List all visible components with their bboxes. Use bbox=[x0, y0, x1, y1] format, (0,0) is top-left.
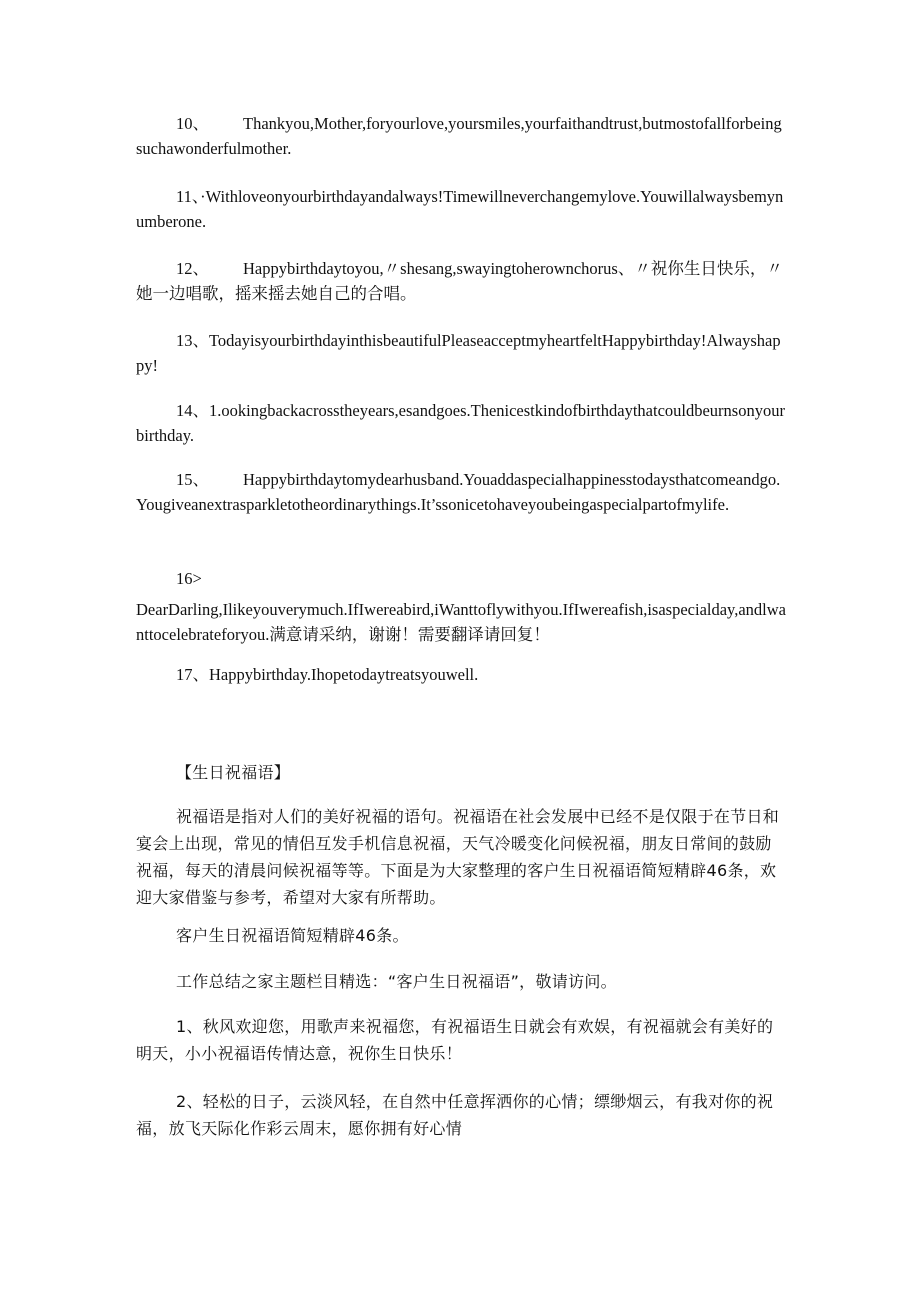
english-item-15 bbox=[136, 467, 786, 517]
item-number: 11、 bbox=[176, 187, 201, 206]
english-item-14 bbox=[136, 398, 786, 448]
english-item-13 bbox=[136, 328, 786, 378]
subtitle: 客户生日祝福语简短精辟46条。 bbox=[176, 926, 409, 945]
chinese-item-2: 2、轻松的日子，云淡风轻，在自然中任意挥洒你的心情；缥缈烟云，有我对你的祝福，放飞天际化作彩云周末，愿你拥有好心情 bbox=[136, 1092, 774, 1138]
item-text: Thankyou,Mother,foryourlove,yoursmiles,yourfaithandtrust,butmostofallforbeingsuchawonderfulmother. bbox=[136, 114, 782, 158]
section-title: 【生日祝福语】 bbox=[176, 763, 291, 782]
item-text: ·Withloveonyourbirthdayandalways!Timewillneverchangemylove.Youwillalwaysbemynumberone. bbox=[136, 187, 784, 231]
item-number: 14、 bbox=[176, 401, 209, 420]
item-text: TodayisyourbirthdayinthisbeautifulPleaseacceptmyheartfeltHappybirthday!Alwayshappy! bbox=[136, 331, 781, 375]
item-number: 13、 bbox=[176, 331, 209, 350]
english-item-11 bbox=[136, 184, 786, 234]
item-number: 10、 bbox=[176, 114, 209, 133]
recommend-line: 工作总结之家主题栏目精选：“客户生日祝福语”，敬请访问。 bbox=[176, 972, 617, 991]
item-number: 17、 bbox=[176, 665, 209, 684]
item-text: DearDarling,Ilikeyouverymuch.IfIwereabird,iWanttoflywithyou.IfIwereafish,isaspecialday,andlwanttocelebrateforyou.满意请采纳，谢谢！需要翻译请回复！ bbox=[136, 600, 787, 644]
english-item-12 bbox=[136, 256, 786, 306]
item-text: Happybirthdaytomydearhusband.Youaddaspecialhappinesstodaysthatcomeandgo.Yougiveanextrasparkletotheordinarythings.It’ssonicetohaveyoubeingaspecialpartofmylife. bbox=[136, 470, 781, 514]
english-item-10 bbox=[136, 111, 786, 161]
chinese-item-1: 1、秋风欢迎您，用歌声来祝福您，有祝福语生日就会有欢娱，有祝福就会有美好的明天，小小祝福语传情达意，祝你生日快乐！ bbox=[136, 1017, 774, 1063]
intro-paragraph: 祝福语是指对人们的美好祝福的语句。祝福语在社会发展中已经不是仅限于在节日和宴会上出现，常见的情侣互发手机信息祝福，天气冷暖变化问候祝福，朋友日常间的鼓励祝福，每天的清晨问候祝福等等。下面是为大家整理的客户生日祝福语简短精辟46条，欢迎大家借鉴与参考，希望对大家有所帮助。 bbox=[136, 807, 780, 907]
item-number: 15、 bbox=[176, 470, 209, 489]
item-number: 12、 bbox=[176, 259, 209, 278]
english-item-16 bbox=[136, 566, 786, 647]
item-number: 16> bbox=[176, 569, 202, 588]
item-text: 1.ookingbackacrosstheyears,esandgoes.Thenicestkindofbirthdaythatcouldbeurnsonyourbirthday. bbox=[136, 401, 785, 445]
item-text: Happybirthdaytoyou,〃shesang,swayingtoherownchorus、〃祝你生日快乐，〃她一边唱歌，摇来摇去她自己的合唱。 bbox=[136, 259, 783, 303]
english-item-17 bbox=[136, 662, 786, 687]
item-text: Happybirthday.Ihopetodaytreatsyouwell. bbox=[209, 665, 479, 684]
